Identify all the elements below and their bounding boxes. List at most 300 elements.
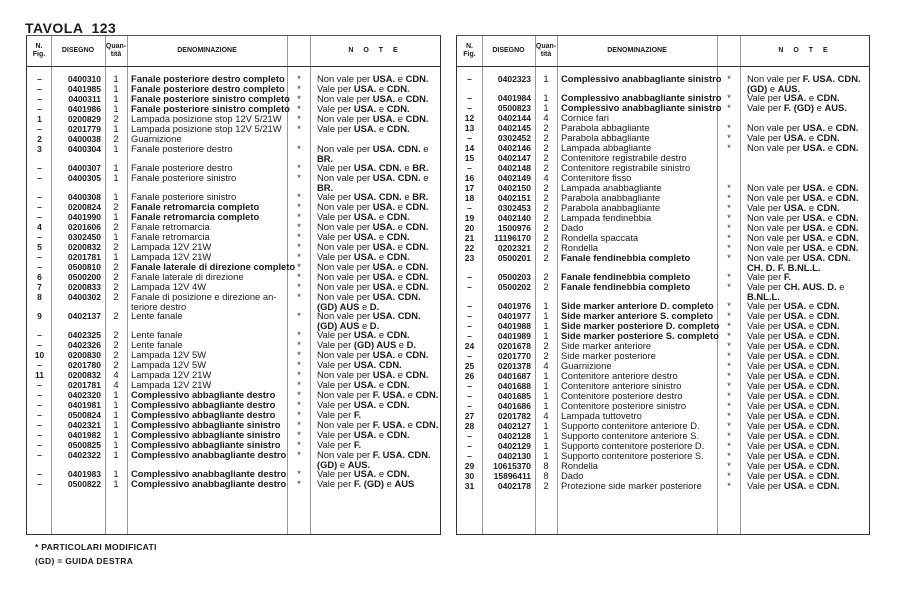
quantity: 2 xyxy=(543,182,549,193)
modified-marker: * xyxy=(727,371,731,381)
modified-marker: * xyxy=(727,471,731,481)
part-number: 0401976 xyxy=(497,301,531,311)
modified-marker: * xyxy=(727,341,731,351)
description: Lampada 12V 4W xyxy=(131,281,207,292)
fig-number: – xyxy=(37,173,42,183)
table-row xyxy=(457,74,869,93)
part-number: 0400302 xyxy=(67,292,101,302)
quantity: 4 xyxy=(113,369,119,380)
part-number: 0500201 xyxy=(497,253,531,263)
description: Complessivo abbagliante sinistro xyxy=(131,429,281,440)
modified-marker: * xyxy=(727,481,731,491)
part-number: 0401983 xyxy=(67,469,101,479)
description: Contenitore registrabile destro xyxy=(561,152,687,163)
description: Side marker posteriore S. completo xyxy=(561,330,719,341)
quantity: 4 xyxy=(543,410,549,421)
header-note: N O T E xyxy=(778,47,832,55)
page-title xyxy=(25,20,116,36)
header-denominazione: DENOMINAZIONE xyxy=(177,47,237,54)
fig-number: – xyxy=(467,272,472,282)
description: Fanale posteriore sinistro xyxy=(131,172,237,183)
modified-marker: * xyxy=(727,311,731,321)
description: Fanale posteriore destro completo xyxy=(131,83,285,94)
description: Lampada anabbagliante xyxy=(561,182,662,193)
description: Complessivo anabbagliante sinistro xyxy=(561,102,722,113)
description: Guarnizione xyxy=(561,360,612,371)
description: Complessivo abbagliante destro xyxy=(131,399,276,410)
description: Lente fanale xyxy=(131,339,183,350)
modified-marker: * xyxy=(297,311,301,321)
description: Fanale retromarcia completo xyxy=(131,211,260,222)
part-number: 0500203 xyxy=(497,272,531,282)
description: Complessivo abbagliante sinistro xyxy=(131,439,281,450)
note-text: Vale per USA. e CDN. xyxy=(317,103,410,114)
modified-marker: * xyxy=(727,381,731,391)
quantity: 2 xyxy=(543,480,549,491)
quantity: 4 xyxy=(543,112,549,123)
table-row xyxy=(27,292,440,311)
description: Side marker posteriore xyxy=(561,350,656,361)
modified-marker: * xyxy=(727,193,731,203)
fig-number: – xyxy=(467,321,472,331)
description: Side marker anteriore D. completo xyxy=(561,300,714,311)
modified-marker: * xyxy=(297,400,301,410)
fig-number: 11 xyxy=(35,370,44,380)
note-text: Vale per USA. e CDN. xyxy=(747,400,840,411)
part-number: 0302452 xyxy=(497,133,531,143)
description: Lampada 12V 21W xyxy=(131,379,212,390)
table-row xyxy=(27,144,440,163)
quantity: 1 xyxy=(543,330,549,341)
modified-marker: * xyxy=(297,242,301,252)
note-text: Vale per USA. e CDN. xyxy=(747,350,840,361)
description: Side marker posteriore D. completo xyxy=(561,320,720,331)
fig-number: – xyxy=(37,163,42,173)
fig-number: – xyxy=(467,103,472,113)
part-number: 0500822 xyxy=(67,479,101,489)
modified-marker: * xyxy=(297,114,301,124)
part-number: 11196170 xyxy=(494,233,531,243)
quantity: 2 xyxy=(543,162,549,173)
header-quantita: Quan- tità xyxy=(535,43,557,58)
note-text: Vale per USA. CDN. xyxy=(317,359,402,370)
fig-number: – xyxy=(467,74,472,84)
fig-number: – xyxy=(467,401,472,411)
fig-number: 9 xyxy=(37,311,42,321)
part-number: 0401988 xyxy=(497,321,531,331)
quantity: 4 xyxy=(543,172,549,183)
modified-marker: * xyxy=(727,461,731,471)
note-text: Vale per F. xyxy=(317,439,362,450)
modified-marker: * xyxy=(297,390,301,400)
modified-marker: * xyxy=(727,143,731,153)
description: Fanale posteriore sinistro completo xyxy=(131,93,290,104)
modified-marker: * xyxy=(727,441,731,451)
fig-number: 22 xyxy=(464,243,475,253)
fig-number: – xyxy=(37,74,42,84)
part-number: 0500810 xyxy=(67,262,101,272)
description: Parabola anabbagliante xyxy=(561,192,661,203)
note-text: Vale per USA. e CDN. xyxy=(747,320,840,331)
quantity: 1 xyxy=(113,123,119,134)
note-text: Vale per USA. e CDN. xyxy=(317,123,410,134)
note-text: Non vale per USA. e CDN. xyxy=(317,281,429,292)
part-number: 0402322 xyxy=(67,450,101,460)
fig-number: – xyxy=(37,262,42,272)
fig-number: 23 xyxy=(464,253,475,263)
part-number: 0200832 xyxy=(67,370,101,380)
modified-marker: * xyxy=(297,479,301,489)
note-text: Vale per USA. e CDN. xyxy=(747,450,840,461)
fig-number: 16 xyxy=(464,173,475,183)
fig-number: 14 xyxy=(464,143,475,153)
part-number: 0200829 xyxy=(67,114,101,124)
part-number: 0402323 xyxy=(497,74,531,84)
header-quantita: Quan- tità xyxy=(105,43,127,58)
fig-number: – xyxy=(37,192,42,202)
quantity: 2 xyxy=(543,212,549,223)
note-text: Non vale per USA. CDN. (GD) AUS e D. xyxy=(317,310,421,331)
table-row xyxy=(27,450,440,469)
modified-marker: * xyxy=(727,331,731,341)
part-number: 0402130 xyxy=(497,451,531,461)
note-text: Vale per USA. e CDN. xyxy=(747,470,840,481)
part-number: 0401986 xyxy=(67,104,101,114)
description: Fanale laterale di direzione completo xyxy=(131,261,296,272)
description: Lampada abbagliante xyxy=(561,142,652,153)
part-number: 0402321 xyxy=(67,420,101,430)
description: Fanale retromarcia completo xyxy=(131,201,260,212)
footnote-gd: (GD) = GUIDA DESTRA xyxy=(35,556,134,566)
part-number: 0402146 xyxy=(497,143,531,153)
modified-marker: * xyxy=(727,213,731,223)
description: Parabola anabbagliante xyxy=(561,202,661,213)
description: Lente fanale xyxy=(131,329,183,340)
description: Fanale posteriore destro xyxy=(131,143,233,154)
part-number: 0402144 xyxy=(497,113,531,123)
modified-marker: * xyxy=(297,212,301,222)
part-number: 0401984 xyxy=(497,93,531,103)
note-text: Non vale per USA. e CDN. xyxy=(747,212,859,223)
quantity: 2 xyxy=(543,142,549,153)
part-number: 0201378 xyxy=(497,361,531,371)
fig-number: – xyxy=(37,420,42,430)
quantity: 8 xyxy=(543,470,549,481)
description: Dado xyxy=(561,470,584,481)
part-number: 0200832 xyxy=(67,242,101,252)
description: Side marker anteriore S. completo xyxy=(561,310,714,321)
note-text: Non vale per USA. e CDN. xyxy=(747,242,859,253)
description: Lampada 12V 21W xyxy=(131,241,212,252)
quantity: 1 xyxy=(543,73,549,84)
note-text: Vale per USA. e CDN. xyxy=(317,231,410,242)
modified-marker: * xyxy=(297,74,301,84)
fig-number: – xyxy=(37,124,42,134)
header-disegno: DISEGNO xyxy=(61,47,95,54)
table-row xyxy=(457,481,869,491)
part-number: 0201780 xyxy=(67,360,101,370)
quantity: 2 xyxy=(113,359,119,370)
fig-number: 1 xyxy=(37,114,42,124)
modified-marker: * xyxy=(727,103,731,113)
fig-number: 28 xyxy=(464,421,475,431)
description: Fanale posteriore sinistro completo xyxy=(131,103,290,114)
quantity: 2 xyxy=(543,192,549,203)
part-number: 0201770 xyxy=(497,351,531,361)
header-note: N O T E xyxy=(348,47,402,55)
note-text: Vale per USA. e CDN. xyxy=(747,202,840,213)
description: Lampada posizione stop 12V 5/21W xyxy=(131,123,282,134)
note-text: Vale per USA. e CDN. xyxy=(747,480,840,491)
fig-number: – xyxy=(37,340,42,350)
quantity: 2 xyxy=(113,310,119,321)
modified-marker: * xyxy=(297,370,301,380)
part-number: 0401977 xyxy=(497,311,531,321)
fig-number: 7 xyxy=(37,282,42,292)
fig-number: 10 xyxy=(34,350,45,360)
part-number: 0400305 xyxy=(67,173,101,183)
description: Fanale posteriore sinistro xyxy=(131,191,237,202)
description: Parabola abbagliante xyxy=(561,122,650,133)
description: Lente fanale xyxy=(131,310,183,321)
description: Contenitore fisso xyxy=(561,172,632,183)
note-text: Vale per USA. e CDN. xyxy=(747,340,840,351)
description: Fanale posteriore destro xyxy=(131,162,233,173)
part-number: 0400307 xyxy=(67,163,101,173)
part-number: 0402151 xyxy=(497,193,531,203)
part-number: 0402148 xyxy=(497,163,531,173)
description: Fanale fendinebbia completo xyxy=(561,271,691,282)
modified-marker: * xyxy=(297,84,301,94)
fig-number: – xyxy=(37,430,42,440)
note-text: Vale per USA. e CDN. xyxy=(317,429,410,440)
part-number: 0201779 xyxy=(67,124,101,134)
modified-marker: * xyxy=(297,440,301,450)
part-number: 0202321 xyxy=(497,243,531,253)
part-number: 0200830 xyxy=(67,350,101,360)
quantity: 2 xyxy=(113,201,119,212)
quantity: 2 xyxy=(543,132,549,143)
quantity: 2 xyxy=(113,339,119,350)
quantity: 2 xyxy=(543,222,549,233)
description: Lampada 12V 5W xyxy=(131,359,207,370)
fig-number: – xyxy=(37,440,42,450)
quantity: 2 xyxy=(113,271,119,282)
quantity: 1 xyxy=(543,440,549,451)
modified-marker: * xyxy=(297,144,301,154)
description: Contenitore anteriore sinistro xyxy=(561,380,682,391)
note-text: Vale per USA. e CDN. xyxy=(747,300,840,311)
quantity: 1 xyxy=(543,102,549,113)
note-text: Vale per USA. e CDN. xyxy=(747,370,840,381)
quantity: 1 xyxy=(543,380,549,391)
note-text: Non vale per F. USA. CDN. (GD) e AUS. xyxy=(747,73,861,94)
modified-marker: * xyxy=(727,282,731,292)
fig-number: – xyxy=(37,232,42,242)
table-row xyxy=(457,253,869,272)
description: Protezione side marker posteriore xyxy=(561,480,702,491)
fig-number: – xyxy=(467,451,472,461)
fig-number: 17 xyxy=(464,183,475,193)
note-text: Non vale per USA. CDN. (GD) AUS e D. xyxy=(317,291,421,312)
part-number: 0401989 xyxy=(497,331,531,341)
description: Supporto contenitore anteriore S. xyxy=(561,430,700,441)
part-number: 0402127 xyxy=(497,421,531,431)
fig-number: – xyxy=(37,469,42,479)
quantity: 1 xyxy=(543,300,549,311)
part-number: 0201781 xyxy=(67,380,101,390)
note-text: Vale per USA. e CDN. xyxy=(317,329,410,340)
quantity: 2 xyxy=(543,281,549,292)
description: Complessivo anabbagliante destro xyxy=(131,478,287,489)
note-text: Vale per F. xyxy=(747,271,792,282)
part-number: 15896411 xyxy=(493,471,531,481)
title-label: TAVOLA xyxy=(25,20,84,36)
modified-marker: * xyxy=(297,94,301,104)
quantity: 1 xyxy=(543,420,549,431)
fig-number: – xyxy=(467,331,472,341)
part-number: 0201781 xyxy=(67,252,101,262)
quantity: 2 xyxy=(113,349,119,360)
part-number: 0400308 xyxy=(67,192,101,202)
fig-number: 8 xyxy=(37,292,42,302)
fig-number: – xyxy=(37,410,42,420)
part-number: 0401687 xyxy=(497,371,531,381)
fig-number: 25 xyxy=(464,361,475,371)
note-text: Vale per F. (GD) e AUS. xyxy=(747,102,847,113)
table-row xyxy=(457,103,869,113)
modified-marker: * xyxy=(727,223,731,233)
modified-marker: * xyxy=(727,203,731,213)
fig-number: – xyxy=(37,400,42,410)
fig-number: – xyxy=(37,84,42,94)
table-row xyxy=(457,163,869,173)
note-text: Non vale per USA. e CDN. xyxy=(317,369,429,380)
quantity: 2 xyxy=(113,113,119,124)
quantity: 1 xyxy=(113,143,119,154)
description: Lampada posizione stop 12V 5/21W xyxy=(131,113,282,124)
description: Cornice fari xyxy=(561,112,609,123)
description: Lampada fendinebbia xyxy=(561,212,652,223)
parts-table-left xyxy=(26,35,441,535)
description: Contenitore anteriore destro xyxy=(561,370,678,381)
modified-marker: * xyxy=(297,192,301,202)
fig-number: – xyxy=(37,380,42,390)
fig-number: – xyxy=(467,93,472,103)
description: Complessivo anabbagliante destro xyxy=(131,468,287,479)
modified-marker: * xyxy=(297,124,301,134)
description: Side marker anteriore xyxy=(561,340,652,351)
modified-marker: * xyxy=(297,410,301,420)
description: Contenitore posteriore sinistro xyxy=(561,400,687,411)
modified-marker: * xyxy=(297,262,301,272)
header-denominazione: DENOMINAZIONE xyxy=(607,47,667,54)
description: Supporto contenitore posteriore D. xyxy=(561,440,705,451)
quantity: 1 xyxy=(113,103,119,114)
part-number: 0401981 xyxy=(67,400,101,410)
description: Parabola abbagliante xyxy=(561,132,650,143)
footnote-modified: * PARTICOLARI MODIFICATI xyxy=(35,542,157,552)
description: Rondella spaccata xyxy=(561,232,639,243)
quantity: 2 xyxy=(113,221,119,232)
quantity: 1 xyxy=(113,419,119,430)
modified-marker: * xyxy=(297,163,301,173)
part-number: 0302453 xyxy=(497,203,531,213)
modified-marker: * xyxy=(727,421,731,431)
note-text: Vale per USA. e CDN. xyxy=(747,410,840,421)
description: Complessivo anabbagliante destro xyxy=(131,449,287,460)
fig-number: 24 xyxy=(464,341,475,351)
modified-marker: * xyxy=(297,380,301,390)
part-number: 0400038 xyxy=(67,134,101,144)
part-number: 0200833 xyxy=(67,282,101,292)
part-number: 0401982 xyxy=(67,430,101,440)
part-number: 0200824 xyxy=(67,202,101,212)
part-number: 0402320 xyxy=(67,390,101,400)
fig-number: – xyxy=(467,282,472,292)
quantity: 1 xyxy=(543,450,549,461)
part-number: 0500823 xyxy=(497,103,531,113)
fig-number: – xyxy=(467,351,472,361)
quantity: 1 xyxy=(113,409,119,420)
modified-marker: * xyxy=(297,360,301,370)
fig-number: 30 xyxy=(464,471,475,481)
quantity: 1 xyxy=(113,211,119,222)
quantity: 1 xyxy=(113,449,119,460)
part-number: 0401686 xyxy=(497,401,531,411)
modified-marker: * xyxy=(297,350,301,360)
note-text: Non vale per USA. e CDN. xyxy=(317,349,429,360)
quantity: 2 xyxy=(543,202,549,213)
table-number: 123 xyxy=(91,20,117,36)
part-number: 0400311 xyxy=(68,94,101,104)
part-number: 0402149 xyxy=(497,173,531,183)
table-header xyxy=(27,36,440,67)
note-text: Non vale per USA. e CDN. xyxy=(317,261,429,272)
quantity: 2 xyxy=(543,271,549,282)
part-number: 0401688 xyxy=(497,381,531,391)
modified-marker: * xyxy=(727,233,731,243)
description: Supporto contenitore posteriore S. xyxy=(561,450,704,461)
fig-number: 15 xyxy=(464,153,475,163)
part-number: 0500825 xyxy=(67,440,101,450)
modified-marker: * xyxy=(727,351,731,361)
modified-marker: * xyxy=(727,401,731,411)
quantity: 1 xyxy=(113,172,119,183)
quantity: 2 xyxy=(113,329,119,340)
note-text: Vale per USA. e CDN. xyxy=(747,92,840,103)
modified-marker: * xyxy=(727,123,731,133)
fig-number: 2 xyxy=(37,134,42,144)
quantity: 1 xyxy=(113,251,119,262)
table-row xyxy=(27,311,440,330)
quantity: 2 xyxy=(543,152,549,163)
description: Complessivo abbagliante sinistro xyxy=(131,419,281,430)
modified-marker: * xyxy=(727,411,731,421)
note-text: Non vale per USA. e CDN. xyxy=(747,222,859,233)
note-text: Vale per F. (GD) e AUS xyxy=(317,478,415,489)
fig-number: – xyxy=(37,360,42,370)
part-number: 0401685 xyxy=(497,391,531,401)
part-number: 1500976 xyxy=(497,223,531,233)
part-number: 0402129 xyxy=(497,441,531,451)
part-number: 0201606 xyxy=(67,222,101,232)
modified-marker: * xyxy=(727,321,731,331)
part-number: 0500824 xyxy=(67,410,101,420)
fig-number: – xyxy=(467,431,472,441)
note-text: Vale per USA. e CDN. xyxy=(747,390,840,401)
note-text: Non vale per USA. e CDN. xyxy=(747,122,859,133)
